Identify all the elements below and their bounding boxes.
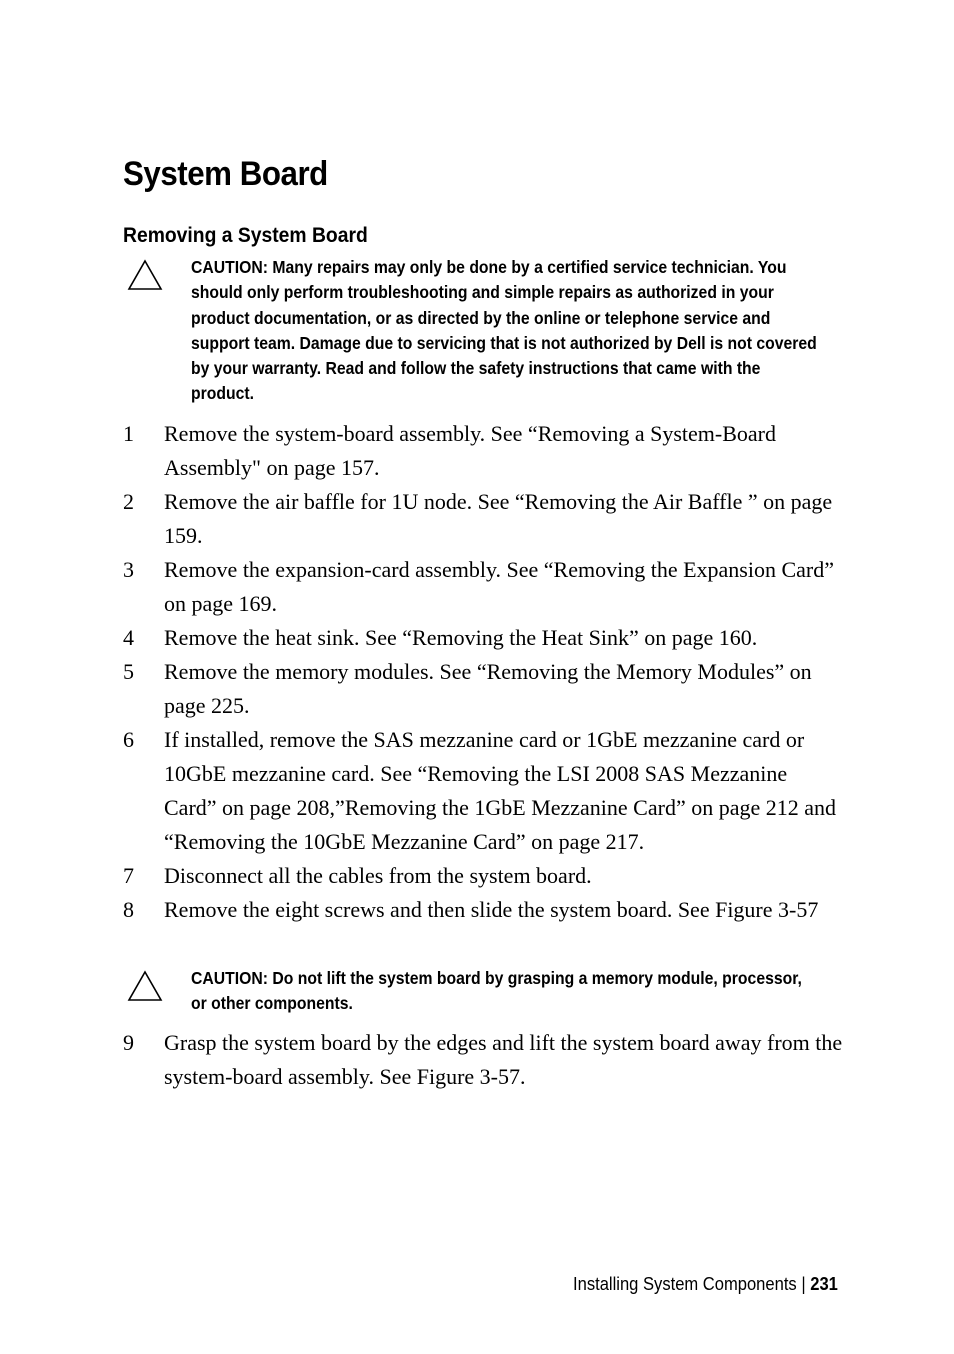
step-item bbox=[123, 893, 843, 927]
step-text: Remove the expansion-card assembly. See “Removing the Expansion Card” on page 169. bbox=[164, 557, 835, 616]
step-number: 4 bbox=[123, 625, 134, 650]
step-item bbox=[123, 655, 843, 723]
step-number: 7 bbox=[123, 863, 134, 888]
page-number: 231 bbox=[810, 1274, 838, 1294]
step-number: 3 bbox=[123, 557, 134, 582]
steps-list bbox=[123, 1026, 843, 1094]
footer-chapter: Installing System Components bbox=[573, 1274, 797, 1294]
step-number: 6 bbox=[123, 727, 134, 752]
step-item bbox=[123, 621, 843, 655]
page-footer bbox=[573, 1272, 838, 1296]
step-number: 9 bbox=[123, 1030, 134, 1055]
page-title: System Board bbox=[123, 155, 328, 193]
caution-text: CAUTION: Many repairs may only be done by a certified service technician. You should only perform troubleshooting and simple repairs as authorized in your product documentation, or as directed by the online or telephone service and support team. Damage due to servicing that is not authorized by Dell is not covered by your warranty. Read and follow the safety instructions that came with the product. bbox=[191, 257, 817, 404]
caution-triangle-icon bbox=[127, 970, 163, 1002]
step-item bbox=[123, 417, 843, 485]
step-text: Remove the system-board assembly. See “Removing a System-Board Assembly" on page 157. bbox=[164, 421, 777, 480]
step-text: Remove the eight screws and then slide the system board. See Figure 3-57 bbox=[164, 897, 819, 922]
caution-triangle-icon bbox=[127, 259, 163, 291]
step-item bbox=[123, 485, 843, 553]
caution-text: CAUTION: Do not lift the system board by grasping a memory module, processor, or other components. bbox=[191, 968, 802, 1014]
footer-separator: | bbox=[801, 1274, 806, 1294]
step-text: Remove the air baffle for 1U node. See “Removing the Air Baffle ” on page 159. bbox=[164, 489, 833, 548]
step-text: Grasp the system board by the edges and lift the system board away from the system-board assembly. See Figure 3-57. bbox=[164, 1030, 843, 1089]
section-heading: Removing a System Board bbox=[123, 224, 368, 247]
step-item bbox=[123, 1026, 843, 1094]
step-item bbox=[123, 723, 843, 859]
step-item bbox=[123, 859, 843, 893]
step-text: Remove the memory modules. See “Removing the Memory Modules” on page 225. bbox=[164, 659, 812, 718]
step-item bbox=[123, 553, 843, 621]
steps-list bbox=[123, 417, 843, 927]
step-text: Disconnect all the cables from the system board. bbox=[164, 863, 592, 888]
step-number: 1 bbox=[123, 421, 134, 446]
step-number: 5 bbox=[123, 659, 134, 684]
step-number: 8 bbox=[123, 897, 134, 922]
step-text: Remove the heat sink. See “Removing the Heat Sink” on page 160. bbox=[164, 625, 758, 650]
step-number: 2 bbox=[123, 489, 134, 514]
step-text: If installed, remove the SAS mezzanine card or 1GbE mezzanine card or 10GbE mezzanine card. See “Removing the LSI 2008 SAS Mezzanine Card” on page 208,”Removing the 1GbE Mezzanine Card” on page 212 and “Removing the 10GbE Mezzanine Card” on page 217. bbox=[164, 727, 837, 854]
